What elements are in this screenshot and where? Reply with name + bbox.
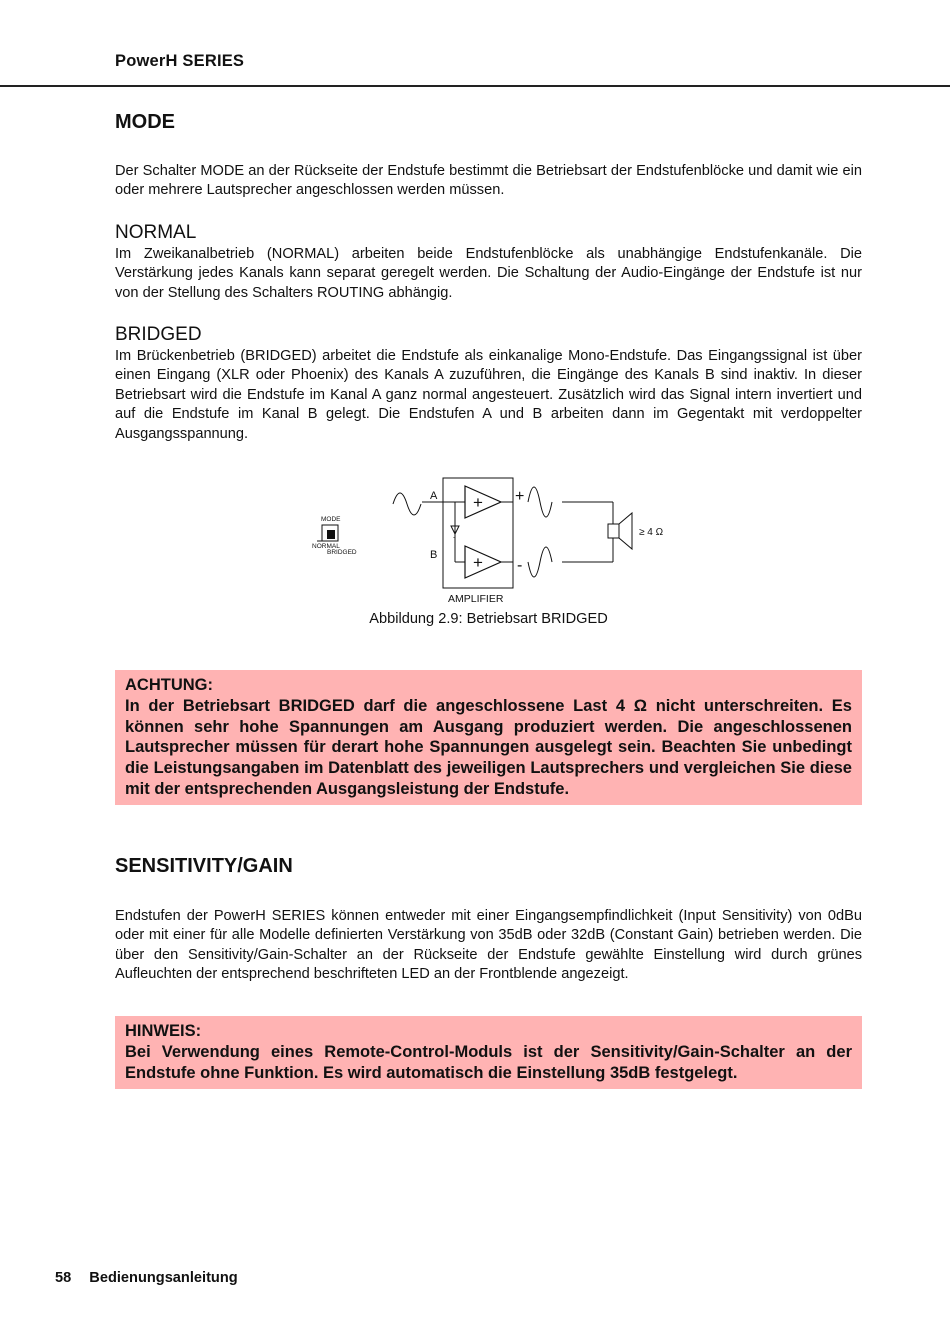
- warning-text: In der Betriebsart BRIDGED darf die angeschlossene Last 4 Ω nicht unterschreiten. Es können sehr hohe Spannungen am Ausgang produziert werden. Die angeschlossenen Lautsprecher müssen für derart hohe Spannungen ausgelegt sein. Beachten Sie unbedingt die Leistungsangaben im Datenblatt des jeweiligen Lautsprechers und vergleichen Sie diese mit der entsprechenden Ausgangsleistung der Endstufe.: [125, 696, 852, 798]
- inverter-minus: -: [453, 535, 455, 541]
- speaker-cone: [619, 513, 632, 549]
- hint-text: Bei Verwendung eines Remote-Control-Moduls ist der Sensitivity/Gain-Schalter an der Endstufe ohne Funktion. Es wird automatisch die Einstellung 35dB festgelegt.: [125, 1042, 852, 1082]
- mode-heading: MODE: [115, 111, 175, 133]
- page-footer: [55, 1270, 238, 1286]
- figure-caption: Abbildung 2.9: Betriebsart BRIDGED: [369, 611, 608, 627]
- hint-title: HINWEIS:: [125, 1022, 202, 1040]
- output-plus: +: [515, 488, 525, 505]
- sensitivity-heading: SENSITIVITY/GAIN: [115, 855, 293, 877]
- bridged-circuit-svg: [300, 470, 680, 610]
- output-wave-a: [528, 487, 552, 517]
- running-header: PowerH SERIES: [115, 52, 245, 70]
- amp-b-triangle: [465, 546, 501, 578]
- normal-text: Im Zweikanalbetrieb (NORMAL) arbeiten beide Endstufenblöcke als unabhängige Endstufenkanäle. Die Verstärkung jedes Kanals kann separat geregelt werden. Die Schaltung der Audio-Eingänge der Endstufe ist nur von der Stellung des Schalters ROUTING abhängig.: [115, 246, 862, 301]
- bridged-text: Im Brückenbetrieb (BRIDGED) arbeitet die Endstufe als einkanalige Mono-Endstufe. Das Eingangssignal ist über einen Eingang (XLR oder Phoenix) des Kanals A zuzuführen, die Eingänge des Kanals B sind inaktiv. In dieser Betriebsart wird die Endstufe im Kanal A ganz normal angesteuert. Zusätzlich wird das Signal intern invertiert und auf die Endstufe im Kanal B gelegt. Die Endstufen A und B arbeiten dann im Gegentakt mit verdoppelter Ausgangsspannung.: [115, 348, 862, 442]
- channel-b-label: B: [430, 549, 438, 561]
- bridged-heading: BRIDGED: [115, 324, 202, 345]
- sensitivity-text: Endstufen der PowerH SERIES können entweder mit einer Eingangsempfindlichkeit (Input Sensitivity) von 0dBu oder mit einer für alle Modelle definierten Verstärkung von 35dB oder 32dB (Constant Gain) betrieben werden. Die über den Sensitivity/Gain-Schalter an der Rückseite der Endstufe gewählte Einstellung wird durch grünes Aufleuchten der entsprechend beschrifteten LED an der Frontblende angezeigt.: [115, 908, 862, 983]
- mode-switch: [312, 516, 357, 556]
- amp-a-triangle: [465, 486, 501, 518]
- switch-knob: [327, 530, 335, 539]
- page-number: 58: [55, 1270, 72, 1286]
- speaker-body: [608, 524, 619, 538]
- switch-normal-label: NORMAL: [312, 543, 340, 550]
- mode-intro: Der Schalter MODE an der Rückseite der Endstufe bestimmt die Betriebsart der Endstufenblöcke und damit wie ein oder mehrere Lautsprecher angeschlossen werden müssen.: [115, 163, 862, 199]
- output-wave-b: [528, 547, 552, 577]
- footer-label: Bedienungsanleitung: [89, 1270, 238, 1286]
- channel-a-label: A: [430, 490, 438, 502]
- warning-box: [115, 670, 862, 805]
- amplifier-label: AMPLIFIER: [448, 593, 504, 605]
- switch-bridged-label: BRIDGED: [327, 549, 357, 556]
- bridged-diagram: [300, 470, 680, 610]
- input-wave: [393, 493, 421, 515]
- switch-mode-label: MODE: [321, 516, 341, 523]
- normal-heading: NORMAL: [115, 222, 197, 243]
- impedance-label: ≥ 4 Ω: [639, 527, 664, 538]
- amp-b-plus: +: [473, 553, 483, 572]
- amp-a-plus: +: [473, 493, 483, 512]
- hint-box: [115, 1016, 862, 1089]
- output-minus: -: [517, 557, 523, 574]
- header-rule: [0, 85, 950, 87]
- warning-title: ACHTUNG:: [125, 676, 213, 694]
